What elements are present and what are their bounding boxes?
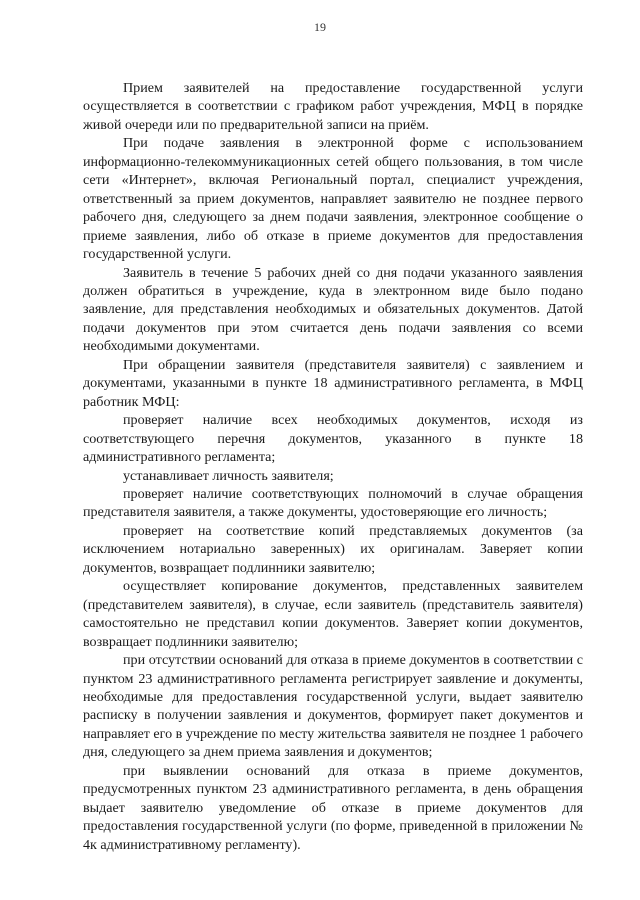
page-number: 19: [314, 20, 326, 34]
list-item-identify-applicant: устанавливает личность заявителя;: [123, 467, 334, 484]
list-item-check-documents: проверяет наличие всех необходимых документов, исходя из соответствующего перечня документов, указанного в пункте 18 административного регламента;: [83, 412, 583, 466]
paragraph-reception-schedule: Прием заявителей на предоставление государственной услуги осуществляется в соответствии с графиком работ учреждения, МФЦ в порядке живой очереди или по предварительной записи на приём.: [83, 80, 583, 133]
list-item-verify-copies: проверяет на соответствие копий представляемых документов (за исключением нотариально заверенных) их оригиналам. Заверяет копии документов, возвращает подлинники заявителю;: [83, 522, 583, 576]
list-item-refusal-notice: при выявлении оснований для отказа в приеме документов, предусмотренных пунктом 23 административного регламента, в день обращения выдает заявителю уведомление об отказе в приеме документов для предоставления государственной услуги (по форме, приведенной в приложении № 4к административному регламенту).: [83, 762, 583, 853]
list-item-copy-documents: осуществляет копирование документов, представленных заявителем (представителем заявителя), в случае, если заявитель (представитель заявителя) самостоятельно не представил копии документов. Заверяет копии документов, возвращает подлинники заявителю;: [83, 578, 583, 650]
document-body: [83, 79, 583, 854]
paragraph-mfc-worker-duties: При обращении заявителя (представителя заявителя) с заявлением и документами, указанными в пункте 18 административного регламента, в МФЦ работник МФЦ:: [83, 356, 583, 410]
paragraph-applicant-deadline: Заявитель в течение 5 рабочих дней со дня подачи указанного заявления должен обратиться в учреждение, куда в электронном виде было подано заявление, для представления необходимых и обязательных документов. Датой подачи документов при этом считается день подачи заявления со всеми необходимыми документами.: [83, 264, 583, 355]
list-item-check-authority: проверяет наличие соответствующих полномочий в случае обращения представителя заявителя, а также документы, удостоверяющие его личность;: [83, 485, 583, 521]
paragraph-electronic-submission: При подаче заявления в электронной форме с использованием информационно-телекоммуникационных сетей общего пользования, в том числе сети «Интернет», включая Региональный портал, специалист учреждения, ответственный за прием документов, направляет заявителю не позднее первого рабочего дня, следующего за днем подачи заявления, электронное сообщение о приеме заявления, либо об отказе в приеме документов для предоставления государственной услуги.: [83, 135, 583, 263]
list-item-register-application: при отсутствии оснований для отказа в приеме документов в соответствии с пунктом 23 административного регламента регистрирует заявление и документы, необходимые для предоставления государственной услуги, выдает заявителю расписку в получении заявления и документов, формирует пакет документов и направляет его в учреждение по месту жительства заявителя не позднее 1 рабочего дня, следующего за днем приема заявления и документов;: [83, 652, 584, 761]
